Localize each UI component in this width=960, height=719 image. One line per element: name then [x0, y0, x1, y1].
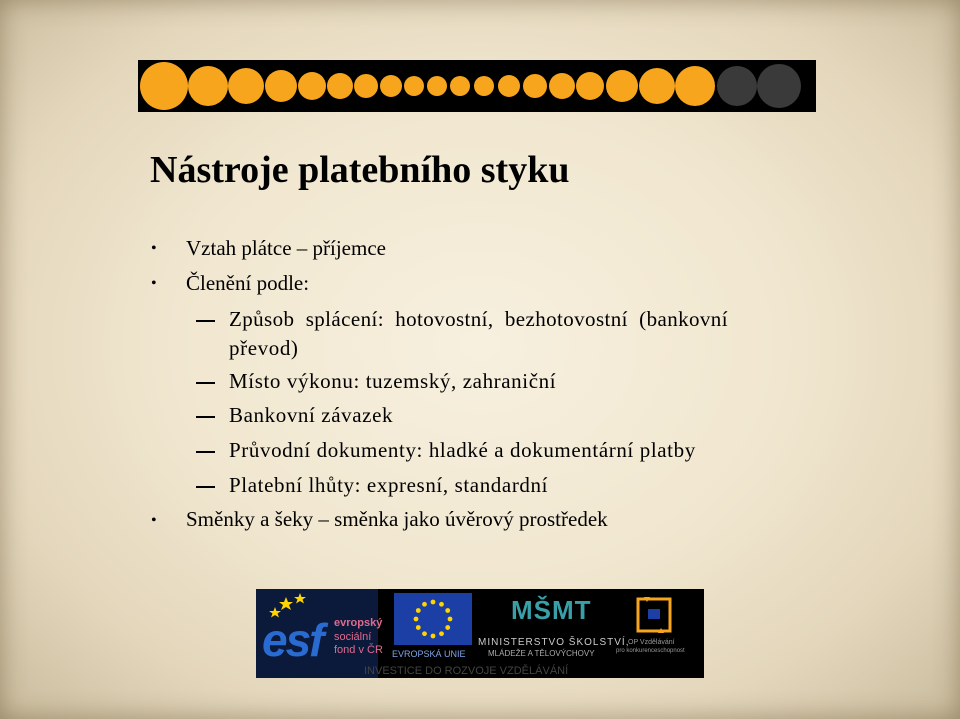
eu-star [445, 625, 450, 630]
sub-list-item: Bankovní závazek [229, 403, 394, 427]
msmt-line-2: MLÁDEŽE A TĚLOVÝCHOVY [488, 649, 595, 658]
eu-star [439, 602, 444, 607]
list-item: Vztah plátce – příjemce [186, 236, 386, 260]
eu-star [431, 634, 436, 639]
eu-star [422, 631, 427, 636]
esf-line-1: evropský [334, 617, 383, 629]
esf-line-3: fond v ČR [334, 644, 383, 656]
msmt-line-1: MINISTERSTVO ŠKOLSTVÍ, [478, 637, 630, 648]
eu-star [416, 625, 421, 630]
esf-wordmark: esf [262, 614, 323, 666]
sub-list-item: Způsob splácení: hotovostní, bezhotovostní (bankovní [229, 307, 728, 331]
msmt-logo-icon: MŠMT [511, 595, 592, 625]
eu-stars-icon [394, 593, 472, 645]
sub-list-item: Platební lhůty: expresní, standardní [229, 473, 549, 497]
list-item: Členění podle: [186, 271, 310, 295]
funding-logos-banner [256, 589, 704, 678]
sub-list-item-continuation: převod) [229, 336, 299, 360]
bullet-icon: • [151, 512, 157, 529]
sub-list-item: Místo výkonu: tuzemský, zahraniční [229, 369, 557, 393]
eu-star [439, 631, 444, 636]
slogan: INVESTICE DO ROZVOJE VZDĚLÁVÁNÍ [364, 665, 569, 677]
op-line-2: pro konkurenceschopnost [616, 648, 685, 654]
bullet-icon: • [151, 240, 157, 257]
eu-flag-icon [394, 593, 472, 645]
dash-icon [196, 451, 215, 453]
esf-logo [256, 589, 383, 678]
eu-star [445, 608, 450, 613]
sub-list-item: Průvodní dokumenty: hladké a dokumentární platby [229, 438, 696, 462]
dash-icon [196, 486, 215, 488]
eu-label: EVROPSKÁ UNIE [392, 649, 466, 659]
esf-line-2: sociální [334, 631, 372, 643]
slide-title: Nástroje platebního styku [150, 149, 570, 191]
dash-icon [196, 416, 215, 418]
list-item: Směnky a šeky – směnka jako úvěrový prostředek [186, 507, 608, 531]
op-vzdelavani-logo-icon [634, 593, 674, 637]
eu-star [422, 602, 427, 607]
dash-icon [196, 320, 215, 322]
eu-star [431, 600, 436, 605]
dash-icon [196, 382, 215, 384]
eu-star [416, 608, 421, 613]
bullet-icon: • [151, 275, 157, 292]
eu-star [414, 617, 419, 622]
eu-star [448, 617, 453, 622]
op-line-1: OP Vzdělávání [628, 639, 675, 646]
